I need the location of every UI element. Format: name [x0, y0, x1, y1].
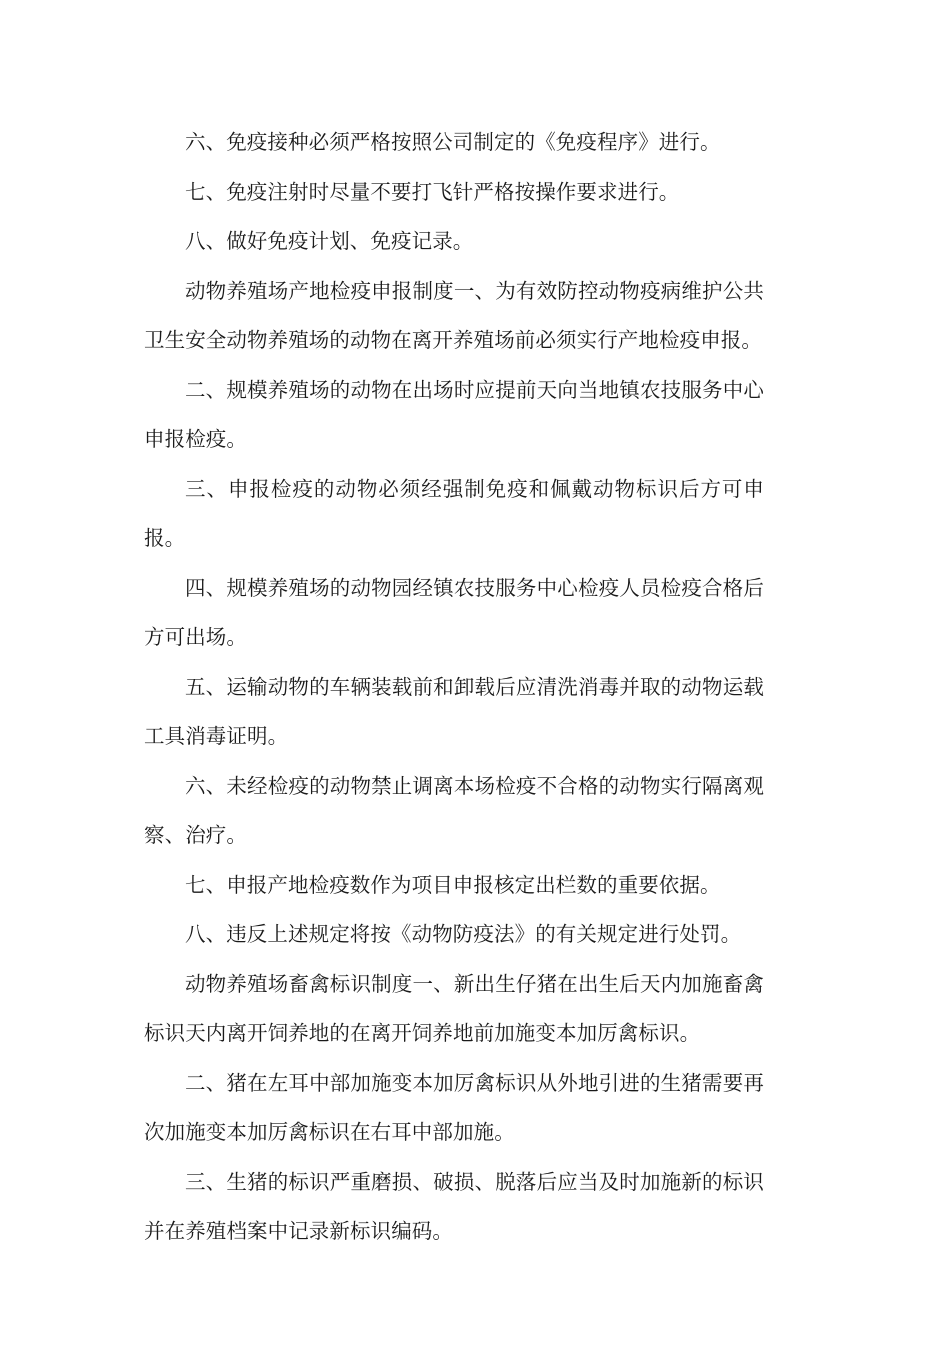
paragraph-livestock-tag-intro: 动物养殖场畜禽标识制度一、新出生仔猪在出生后天内加施畜禽标识天内离开饲养地的在离开饲养地前加施变本加厉禽标识。 [144, 971, 764, 1045]
paragraph-immunization-records: 八、做好免疫计划、免疫记录。 [185, 229, 474, 253]
paragraph-basis-for-count: 七、申报产地检疫数作为项目申报核定出栏数的重要依据。 [185, 872, 721, 897]
paragraph-quarantine-declaration-intro: 动物养殖场产地检疫申报制度一、为有效防控动物疫病维护公共卫生安全动物养殖场的动物在离开养殖场前必须实行产地检疫申报。 [144, 278, 764, 352]
paragraph-penalty: 八、违反上述规定将按《动物防疫法》的有关规定进行处罚。 [185, 922, 742, 946]
paragraph-tag-replacement: 三、生猪的标识严重磨损、破损、脱落后应当及时加施新的标识并在养殖档案中记录新标识编码。 [144, 1169, 764, 1243]
document-body [144, 118, 764, 1257]
paragraph-ear-tag-position: 二、猪在左耳中部加施变本加厉禽标识从外地引进的生猪需要再次加施变本加厉禽标识在右耳中部加施。 [144, 1070, 764, 1144]
paragraph-immunization-procedure: 六、免疫接种必须严格按照公司制定的《免疫程序》进行。 [185, 130, 721, 154]
paragraph-isolation: 六、未经检疫的动物禁止调离本场检疫不合格的动物实行隔离观察、治疗。 [144, 773, 764, 847]
paragraph-injection-operation: 七、免疫注射时尽量不要打飞针严格按操作要求进行。 [185, 179, 680, 204]
paragraph-mandatory-immunization: 三、申报检疫的动物必须经强制免疫和佩戴动物标识后方可申报。 [144, 476, 764, 550]
paragraph-inspection-pass: 四、规模养殖场的动物园经镇农技服务中心检疫人员检疫合格后方可出场。 [144, 575, 764, 649]
paragraph-vehicle-disinfection: 五、运输动物的车辆装载前和卸载后应清洗消毒并取的动物运载工具消毒证明。 [144, 674, 764, 748]
paragraph-declare-before-exit: 二、规模养殖场的动物在出场时应提前天向当地镇农技服务中心申报检疫。 [144, 377, 764, 451]
